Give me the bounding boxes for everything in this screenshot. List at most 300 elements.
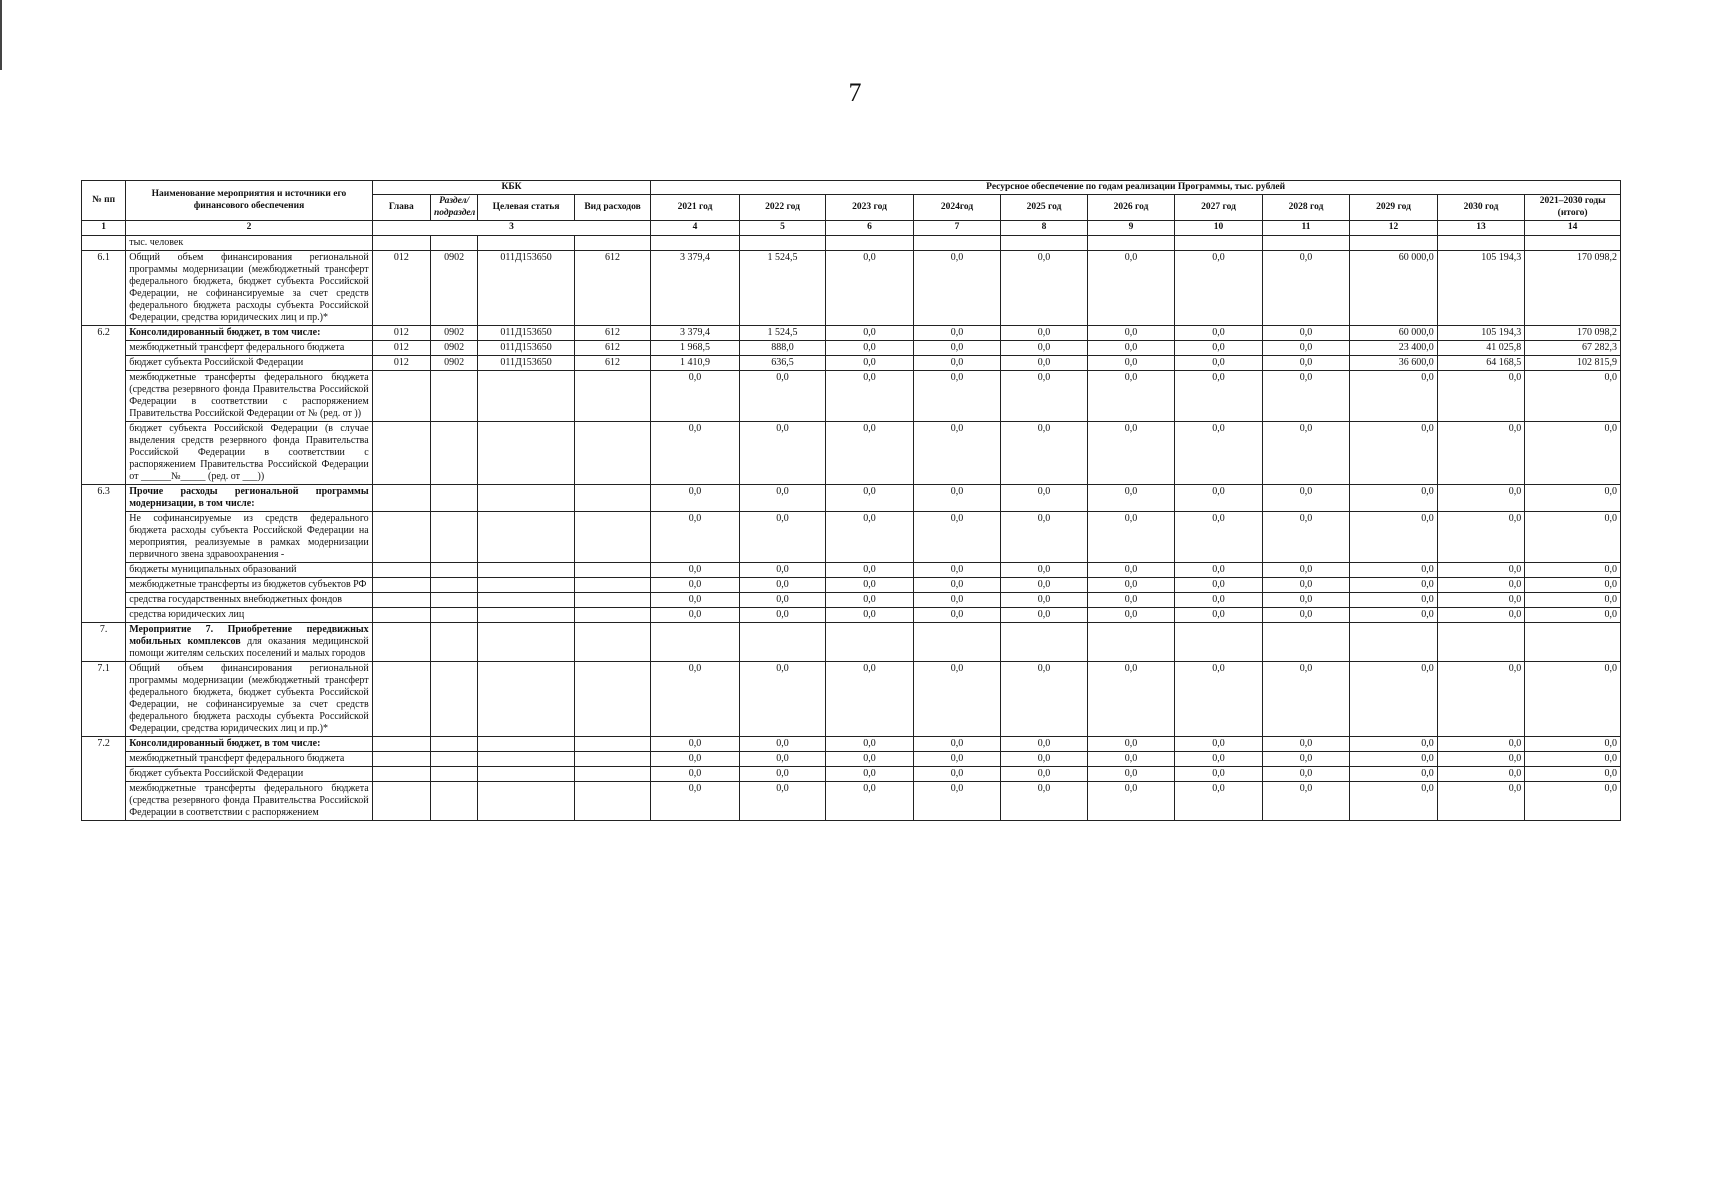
row-name: тыс. человек: [126, 235, 372, 250]
value-cell: 0,0: [913, 562, 1001, 577]
kbk-cell: [372, 622, 430, 661]
row-name: Консолидированный бюджет, в том числе:: [126, 325, 372, 340]
value-cell: 0,0: [1087, 607, 1175, 622]
kbk-cell: [372, 235, 430, 250]
value-cell: 0,0: [1087, 340, 1175, 355]
kbk-cell: [574, 781, 650, 820]
colnum-4: 4: [651, 221, 740, 235]
value-cell: [1175, 235, 1263, 250]
value-cell: 0,0: [1350, 370, 1438, 421]
value-cell: 0,0: [826, 736, 914, 751]
value-cell: 0,0: [1437, 511, 1525, 562]
value-cell: 0,0: [913, 340, 1001, 355]
value-cell: 0,0: [826, 781, 914, 820]
value-cell: 0,0: [1001, 370, 1088, 421]
row-name-bold-part: Мероприятие 7. Приобретение передвижных мобильных комплексов: [129, 623, 369, 647]
value-cell: 1 410,9: [651, 355, 740, 370]
kbk-cell: [574, 622, 650, 661]
table-row: [82, 325, 1621, 340]
kbk-cell: [574, 592, 650, 607]
kbk-cell: [478, 736, 575, 751]
kbk-cell: 612: [574, 250, 650, 325]
value-cell: 0,0: [1001, 751, 1088, 766]
header-kbk-vid: Вид расходов: [574, 195, 650, 221]
row-name: межбюджетный трансферт федерального бюджета: [126, 751, 372, 766]
value-cell: 0,0: [1175, 355, 1263, 370]
value-cell: 0,0: [1262, 751, 1350, 766]
kbk-cell: 011Д153650: [478, 355, 575, 370]
value-cell: 0,0: [651, 484, 740, 511]
table-row: [82, 484, 1621, 511]
kbk-cell: [431, 781, 478, 820]
value-cell: 0,0: [1087, 484, 1175, 511]
kbk-cell: [431, 736, 478, 751]
row-index: 6.3: [82, 484, 126, 622]
kbk-cell: [574, 235, 650, 250]
header-resource: Ресурсное обеспечение по годам реализации Программы, тыс. рублей: [651, 181, 1621, 195]
table-row: [82, 250, 1621, 325]
value-cell: 0,0: [739, 511, 826, 562]
kbk-cell: [478, 235, 575, 250]
header-row-1: [82, 181, 1621, 195]
kbk-cell: [574, 577, 650, 592]
value-cell: 0,0: [1437, 484, 1525, 511]
colnum-14: 14: [1525, 221, 1621, 235]
value-cell: 0,0: [826, 421, 914, 484]
value-cell: 0,0: [1525, 781, 1621, 820]
header-year-2026: 2026 год: [1087, 195, 1175, 221]
value-cell: 636,5: [739, 355, 826, 370]
colnum-9: 9: [1087, 221, 1175, 235]
value-cell: 0,0: [1262, 421, 1350, 484]
kbk-cell: [431, 607, 478, 622]
row-name: Общий объем финансирования региональной программы модернизации (межбюджетный трансферт федерального бюджета, бюджет субъекта Российской Федерации, не софинансируемые за счет средств федерального бюджета расходы субъекта Российской Федерации, средства юридических лиц и пр.)*: [126, 250, 372, 325]
value-cell: 0,0: [1262, 781, 1350, 820]
value-cell: 0,0: [1350, 511, 1438, 562]
header-no: № пп: [82, 181, 126, 221]
kbk-cell: 0902: [431, 340, 478, 355]
value-cell: [1437, 622, 1525, 661]
row-index: 6.2: [82, 325, 126, 484]
row-index: 6.1: [82, 250, 126, 325]
value-cell: 0,0: [1175, 577, 1263, 592]
header-year-2027: 2027 год: [1175, 195, 1263, 221]
value-cell: 0,0: [739, 736, 826, 751]
value-cell: 0,0: [1001, 562, 1088, 577]
value-cell: 0,0: [1262, 766, 1350, 781]
value-cell: 0,0: [651, 766, 740, 781]
header-year-2030: 2030 год: [1437, 195, 1525, 221]
value-cell: 0,0: [1437, 607, 1525, 622]
value-cell: [1350, 235, 1438, 250]
kbk-cell: 012: [372, 325, 430, 340]
value-cell: 0,0: [826, 577, 914, 592]
kbk-cell: [372, 736, 430, 751]
value-cell: 0,0: [1087, 661, 1175, 736]
kbk-cell: [431, 511, 478, 562]
value-cell: 0,0: [739, 607, 826, 622]
kbk-cell: [478, 577, 575, 592]
value-cell: 0,0: [1525, 370, 1621, 421]
value-cell: 0,0: [1437, 562, 1525, 577]
row-name: бюджеты муниципальных образований: [126, 562, 372, 577]
value-cell: 0,0: [913, 766, 1001, 781]
kbk-cell: [478, 421, 575, 484]
value-cell: 0,0: [913, 736, 1001, 751]
kbk-cell: [372, 781, 430, 820]
value-cell: [1437, 235, 1525, 250]
kbk-cell: [431, 622, 478, 661]
value-cell: 0,0: [1175, 766, 1263, 781]
value-cell: 0,0: [913, 370, 1001, 421]
value-cell: 0,0: [1262, 370, 1350, 421]
kbk-cell: [478, 592, 575, 607]
value-cell: 0,0: [826, 325, 914, 340]
value-cell: 0,0: [1175, 325, 1263, 340]
header-kbk: КБК: [372, 181, 651, 195]
kbk-cell: 011Д153650: [478, 325, 575, 340]
value-cell: 0,0: [913, 421, 1001, 484]
value-cell: 0,0: [1175, 484, 1263, 511]
table-row: [82, 736, 1621, 751]
value-cell: [913, 622, 1001, 661]
kbk-cell: [478, 484, 575, 511]
value-cell: 0,0: [1262, 577, 1350, 592]
value-cell: 0,0: [1350, 766, 1438, 781]
table-row: [82, 592, 1621, 607]
kbk-cell: [372, 751, 430, 766]
kbk-cell: [574, 562, 650, 577]
table-body: [82, 235, 1621, 820]
kbk-cell: [574, 484, 650, 511]
table-row: [82, 511, 1621, 562]
kbk-cell: [574, 766, 650, 781]
table-row: [82, 577, 1621, 592]
value-cell: 0,0: [651, 736, 740, 751]
value-cell: 0,0: [1087, 511, 1175, 562]
value-cell: 3 379,4: [651, 250, 740, 325]
value-cell: [1525, 235, 1621, 250]
value-cell: [1350, 622, 1438, 661]
table-row: [82, 340, 1621, 355]
value-cell: 3 379,4: [651, 325, 740, 340]
value-cell: 0,0: [1262, 484, 1350, 511]
value-cell: 23 400,0: [1350, 340, 1438, 355]
value-cell: [1175, 622, 1263, 661]
kbk-cell: 612: [574, 340, 650, 355]
row-name: Не софинансируемые из средств федерального бюджета расходы субъекта Российской Федерации на мероприятия, реализуемые в рамках модернизации первичного звена здравоохранения -: [126, 511, 372, 562]
row-index: [82, 235, 126, 250]
colnum-7: 7: [913, 221, 1001, 235]
value-cell: 0,0: [1350, 484, 1438, 511]
value-cell: 0,0: [739, 370, 826, 421]
value-cell: 0,0: [739, 592, 826, 607]
table-row: [82, 607, 1621, 622]
kbk-cell: [478, 370, 575, 421]
header-kbk-statya: Целевая статья: [478, 195, 575, 221]
kbk-cell: [478, 766, 575, 781]
value-cell: 0,0: [1087, 751, 1175, 766]
value-cell: 0,0: [651, 781, 740, 820]
value-cell: 0,0: [1001, 421, 1088, 484]
value-cell: 0,0: [913, 325, 1001, 340]
value-cell: 0,0: [826, 592, 914, 607]
value-cell: 0,0: [1262, 325, 1350, 340]
value-cell: 0,0: [1437, 421, 1525, 484]
value-cell: 0,0: [1087, 736, 1175, 751]
value-cell: 0,0: [1175, 370, 1263, 421]
kbk-cell: 612: [574, 355, 650, 370]
row-name: Консолидированный бюджет, в том числе:: [126, 736, 372, 751]
kbk-cell: 612: [574, 325, 650, 340]
row-name: Общий объем финансирования региональной программы модернизации (межбюджетный трансферт федерального бюджета, бюджет субъекта Российской Федерации, не софинансируемые за счет средств федерального бюджета расходы субъекта Российской Федерации, средства юридических лиц и пр.)*: [126, 661, 372, 736]
value-cell: 64 168,5: [1437, 355, 1525, 370]
colnum-11: 11: [1262, 221, 1350, 235]
value-cell: [1001, 622, 1088, 661]
value-cell: 0,0: [1262, 250, 1350, 325]
kbk-cell: [372, 592, 430, 607]
kbk-cell: [478, 781, 575, 820]
value-cell: 0,0: [1087, 781, 1175, 820]
header-year-2021: 2021 год: [651, 195, 740, 221]
table-row: [82, 355, 1621, 370]
value-cell: 0,0: [826, 340, 914, 355]
table-row: [82, 661, 1621, 736]
kbk-cell: 0902: [431, 250, 478, 325]
value-cell: [913, 235, 1001, 250]
value-cell: [651, 622, 740, 661]
value-cell: 0,0: [739, 484, 826, 511]
value-cell: 0,0: [913, 577, 1001, 592]
table-row: [82, 781, 1621, 820]
row-name: бюджет субъекта Российской Федерации (в случае выделения средств резервного фонда Правительства Российской Федерации в соответствии с распоряжением Правительства Российской Федерации от ______№_____ (ред. от ___)): [126, 421, 372, 484]
value-cell: 0,0: [1437, 370, 1525, 421]
value-cell: 0,0: [1350, 661, 1438, 736]
table-row: [82, 562, 1621, 577]
header-numbers-row: [82, 221, 1621, 235]
value-cell: 0,0: [1175, 781, 1263, 820]
value-cell: 0,0: [1350, 751, 1438, 766]
value-cell: 0,0: [1175, 736, 1263, 751]
colnum-1: 1: [82, 221, 126, 235]
kbk-cell: [431, 421, 478, 484]
value-cell: 0,0: [1350, 577, 1438, 592]
value-cell: 0,0: [1087, 592, 1175, 607]
value-cell: 0,0: [1175, 661, 1263, 736]
value-cell: 0,0: [1175, 592, 1263, 607]
resource-table: [81, 180, 1621, 821]
value-cell: 0,0: [1175, 751, 1263, 766]
value-cell: 0,0: [651, 592, 740, 607]
value-cell: [739, 235, 826, 250]
value-cell: 0,0: [913, 355, 1001, 370]
kbk-cell: [372, 577, 430, 592]
value-cell: 0,0: [1262, 562, 1350, 577]
value-cell: 0,0: [1437, 577, 1525, 592]
kbk-cell: 0902: [431, 355, 478, 370]
row-index: 7.: [82, 622, 126, 661]
row-name: межбюджетные трансферты из бюджетов субъектов РФ: [126, 577, 372, 592]
value-cell: 0,0: [651, 511, 740, 562]
value-cell: [826, 235, 914, 250]
value-cell: 1 968,5: [651, 340, 740, 355]
colnum-8: 8: [1001, 221, 1088, 235]
colnum-3: 3: [372, 221, 651, 235]
row-name: межбюджетный трансферт федерального бюджета: [126, 340, 372, 355]
row-name: межбюджетные трансферты федерального бюджета (средства резервного фонда Правительства Российской Федерации в соответствии с распоряжением Правительства Российской Федерации от № (ред. от )): [126, 370, 372, 421]
value-cell: 1 524,5: [739, 325, 826, 340]
row-name: бюджет субъекта Российской Федерации: [126, 355, 372, 370]
kbk-cell: [431, 484, 478, 511]
value-cell: 0,0: [1001, 484, 1088, 511]
table-row: [82, 751, 1621, 766]
value-cell: 0,0: [1087, 562, 1175, 577]
value-cell: 0,0: [913, 484, 1001, 511]
value-cell: 0,0: [1087, 250, 1175, 325]
value-cell: 0,0: [1001, 766, 1088, 781]
kbk-cell: [478, 511, 575, 562]
kbk-cell: [478, 562, 575, 577]
header-year-2023: 2023 год: [826, 195, 914, 221]
value-cell: [651, 235, 740, 250]
row-name: средства государственных внебюджетных фондов: [126, 592, 372, 607]
value-cell: 0,0: [1001, 355, 1088, 370]
value-cell: 0,0: [1087, 421, 1175, 484]
value-cell: 0,0: [1001, 607, 1088, 622]
value-cell: 0,0: [826, 607, 914, 622]
colnum-13: 13: [1437, 221, 1525, 235]
value-cell: 0,0: [1437, 592, 1525, 607]
scan-edge-mark: [0, 0, 2, 70]
value-cell: 0,0: [1350, 562, 1438, 577]
kbk-cell: [574, 751, 650, 766]
kbk-cell: [478, 622, 575, 661]
value-cell: 0,0: [1262, 592, 1350, 607]
value-cell: 0,0: [739, 421, 826, 484]
value-cell: 0,0: [913, 607, 1001, 622]
header-name: Наименование мероприятия и источники его финансового обеспечения: [126, 181, 372, 221]
value-cell: 0,0: [1525, 511, 1621, 562]
kbk-cell: [372, 370, 430, 421]
value-cell: 0,0: [1001, 592, 1088, 607]
header-year-total: 2021–2030 годы (итого): [1525, 195, 1621, 221]
value-cell: 0,0: [739, 766, 826, 781]
value-cell: 0,0: [1001, 325, 1088, 340]
header-year-2025: 2025 год: [1001, 195, 1088, 221]
value-cell: 0,0: [1525, 577, 1621, 592]
value-cell: 1 524,5: [739, 250, 826, 325]
kbk-cell: [372, 421, 430, 484]
value-cell: 60 000,0: [1350, 325, 1438, 340]
value-cell: 0,0: [1001, 340, 1088, 355]
colnum-10: 10: [1175, 221, 1263, 235]
row-index: 7.1: [82, 661, 126, 736]
value-cell: 0,0: [826, 751, 914, 766]
value-cell: 0,0: [1350, 592, 1438, 607]
kbk-cell: 012: [372, 250, 430, 325]
kbk-cell: [574, 370, 650, 421]
row-name-rest: для оказания медицинской помощи жителям сельских поселений и малых городов: [129, 635, 369, 659]
value-cell: 0,0: [1262, 340, 1350, 355]
value-cell: 0,0: [1525, 736, 1621, 751]
kbk-cell: 011Д153650: [478, 250, 575, 325]
value-cell: 0,0: [913, 751, 1001, 766]
value-cell: 105 194,3: [1437, 250, 1525, 325]
value-cell: 0,0: [1001, 661, 1088, 736]
value-cell: 0,0: [739, 577, 826, 592]
kbk-cell: 0902: [431, 325, 478, 340]
table-row: [82, 235, 1621, 250]
kbk-cell: [431, 661, 478, 736]
value-cell: [1525, 622, 1621, 661]
value-cell: 0,0: [826, 766, 914, 781]
value-cell: 0,0: [1350, 736, 1438, 751]
row-index: 7.2: [82, 736, 126, 820]
header-year-2022: 2022 год: [739, 195, 826, 221]
value-cell: 0,0: [1087, 355, 1175, 370]
kbk-cell: [372, 484, 430, 511]
value-cell: 0,0: [1262, 511, 1350, 562]
value-cell: 0,0: [739, 751, 826, 766]
value-cell: 170 098,2: [1525, 325, 1621, 340]
row-name: бюджет субъекта Российской Федерации: [126, 766, 372, 781]
table-row: [82, 766, 1621, 781]
kbk-cell: [372, 511, 430, 562]
value-cell: 0,0: [651, 577, 740, 592]
value-cell: 0,0: [1001, 781, 1088, 820]
value-cell: 0,0: [826, 562, 914, 577]
value-cell: 105 194,3: [1437, 325, 1525, 340]
header-year-2024: 2024год: [913, 195, 1001, 221]
value-cell: [1001, 235, 1088, 250]
value-cell: 0,0: [1437, 751, 1525, 766]
value-cell: 0,0: [1525, 484, 1621, 511]
kbk-cell: [431, 592, 478, 607]
kbk-cell: [574, 421, 650, 484]
value-cell: 0,0: [1001, 736, 1088, 751]
value-cell: 0,0: [1175, 340, 1263, 355]
value-cell: [1262, 235, 1350, 250]
kbk-cell: [431, 766, 478, 781]
value-cell: 0,0: [826, 661, 914, 736]
value-cell: 0,0: [651, 661, 740, 736]
value-cell: 0,0: [826, 250, 914, 325]
value-cell: 0,0: [826, 370, 914, 421]
page-number: 7: [848, 78, 862, 107]
kbk-cell: [431, 370, 478, 421]
value-cell: 0,0: [1350, 421, 1438, 484]
kbk-cell: [574, 736, 650, 751]
value-cell: [1087, 235, 1175, 250]
colnum-6: 6: [826, 221, 914, 235]
value-cell: 0,0: [739, 781, 826, 820]
value-cell: 0,0: [1525, 766, 1621, 781]
row-name: средства юридических лиц: [126, 607, 372, 622]
value-cell: 0,0: [1437, 736, 1525, 751]
header-year-2028: 2028 год: [1262, 195, 1350, 221]
value-cell: 0,0: [651, 751, 740, 766]
kbk-cell: [431, 577, 478, 592]
kbk-cell: [431, 751, 478, 766]
kbk-cell: [478, 607, 575, 622]
table-row: [82, 622, 1621, 661]
value-cell: 67 282,3: [1525, 340, 1621, 355]
kbk-cell: [431, 235, 478, 250]
value-cell: 0,0: [1437, 766, 1525, 781]
table-row: [82, 421, 1621, 484]
colnum-2: 2: [126, 221, 372, 235]
value-cell: 0,0: [1001, 511, 1088, 562]
